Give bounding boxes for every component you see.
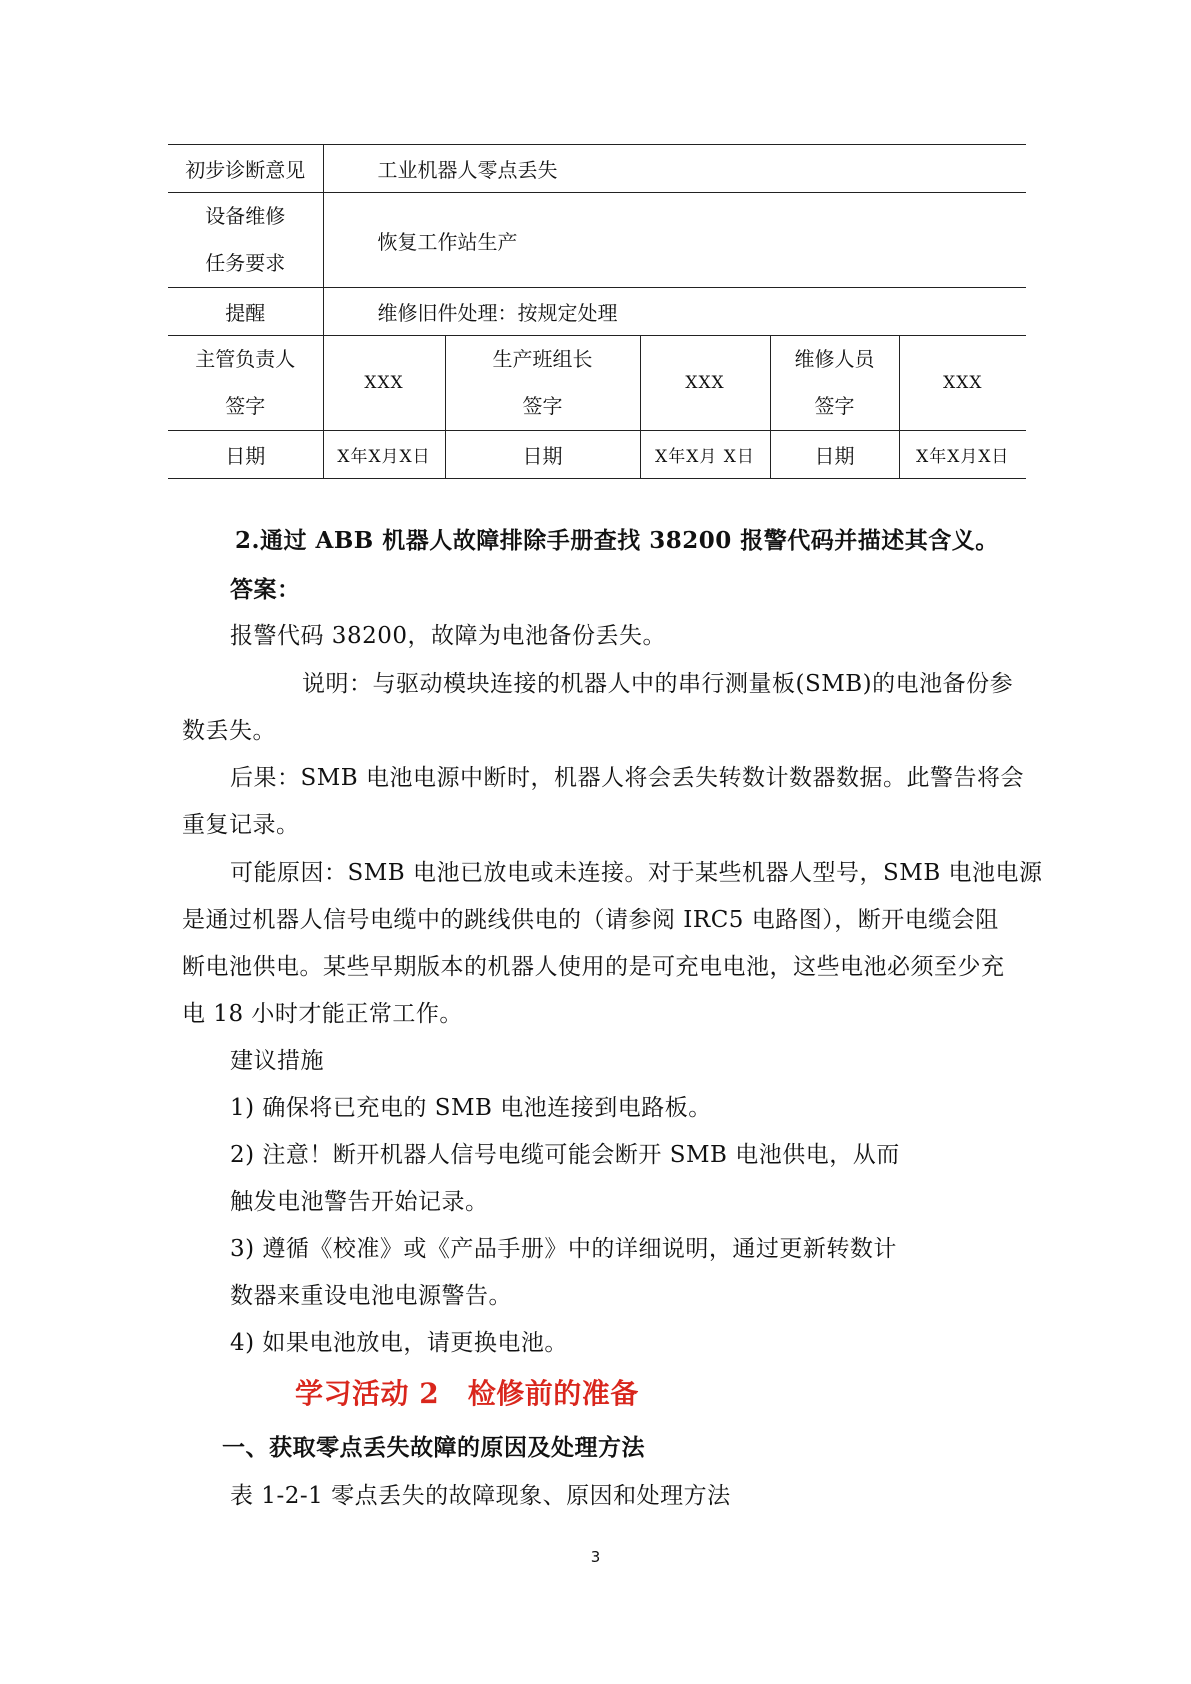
date-value-3: X年X月X日	[899, 431, 1026, 479]
maintainer-label-line1: 维修人员	[794, 347, 875, 371]
section-title: 一、获取零点丢失故障的原因及处理方法	[222, 1434, 645, 1461]
measures-label: 建议措施	[230, 1048, 324, 1074]
task-value: 恢复工作站生产	[323, 193, 1026, 288]
question-heading: 2.通过 ABB 机器人故障排除手册查找 38200 报警代码并描述其含义。	[235, 527, 999, 554]
table-row-signatures	[168, 336, 1026, 431]
task-label	[168, 193, 323, 288]
date-label-2: 日期	[445, 431, 640, 479]
measure-4: 4) 如果电池放电，请更换电池。	[230, 1330, 568, 1356]
table-row-reminder	[168, 288, 1026, 336]
date-label-3: 日期	[770, 431, 899, 479]
maintenance-form-table	[168, 144, 1026, 479]
table-row-diagnosis	[168, 145, 1026, 193]
date-value-2: X年X月 X日	[640, 431, 770, 479]
reminder-value: 维修旧件处理：按规定处理	[323, 288, 1026, 336]
cause-line-3: 断电池供电。某些早期版本的机器人使用的是可充电电池，这些电池必须至少充	[182, 954, 1005, 980]
reminder-label: 提醒	[168, 288, 323, 336]
diagnosis-value: 工业机器人零点丢失	[323, 145, 1026, 193]
answer-label: 答案：	[230, 576, 301, 603]
supervisor-label-line2: 签字	[225, 394, 266, 418]
activity-title: 学习活动 2 检修前的准备	[295, 1377, 639, 1410]
measure-2-line-1: 2) 注意！断开机器人信号电缆可能会断开 SMB 电池供电，从而	[230, 1142, 900, 1168]
maintainer-label-line2: 签字	[814, 394, 855, 418]
supervisor-label	[168, 336, 323, 431]
cause-line-4: 电 18 小时才能正常工作。	[182, 1001, 463, 1027]
cause-line-1: 可能原因：SMB 电池已放电或未连接。对于某些机器人型号，SMB 电池电源	[230, 860, 1043, 886]
measure-2-line-2: 触发电池警告开始记录。	[230, 1189, 489, 1215]
leader-signature: XXX	[640, 336, 770, 431]
leader-label-line1: 生产班组长	[492, 347, 593, 371]
maintainer-signature: XXX	[899, 336, 1026, 431]
date-label-1: 日期	[168, 431, 323, 479]
date-value-1: X年X月X日	[323, 431, 445, 479]
description-line-2: 数丢失。	[182, 718, 276, 744]
table-row-task	[168, 193, 1026, 288]
maintainer-label	[770, 336, 899, 431]
table-row-dates	[168, 431, 1026, 479]
description-line-1: 说明：与驱动模块连接的机器人中的串行测量板(SMB)的电池备份参	[302, 671, 1014, 697]
page-number: 3	[590, 1548, 601, 1566]
alarm-code-line: 报警代码 38200，故障为电池备份丢失。	[230, 623, 666, 649]
consequence-line-1: 后果：SMB 电池电源中断时，机器人将会丢失转数计数器数据。此警告将会	[230, 765, 1025, 791]
table-caption: 表 1-2-1 零点丢失的故障现象、原因和处理方法	[230, 1483, 731, 1509]
leader-label	[445, 336, 640, 431]
supervisor-signature: XXX	[323, 336, 445, 431]
diagnosis-label: 初步诊断意见	[168, 145, 323, 193]
leader-label-line2: 签字	[522, 394, 563, 418]
cause-line-2: 是通过机器人信号电缆中的跳线供电的（请参阅 IRC5 电路图），断开电缆会阻	[182, 907, 999, 933]
task-label-line2: 任务要求	[205, 251, 286, 275]
consequence-line-2: 重复记录。	[182, 812, 300, 838]
measure-1: 1) 确保将已充电的 SMB 电池连接到电路板。	[230, 1095, 712, 1121]
task-label-line1: 设备维修	[205, 204, 286, 228]
measure-3-line-1: 3) 遵循《校准》或《产品手册》中的详细说明，通过更新转数计	[230, 1236, 897, 1262]
measure-3-line-2: 数器来重设电池电源警告。	[230, 1283, 512, 1309]
supervisor-label-line1: 主管负责人	[195, 347, 296, 371]
